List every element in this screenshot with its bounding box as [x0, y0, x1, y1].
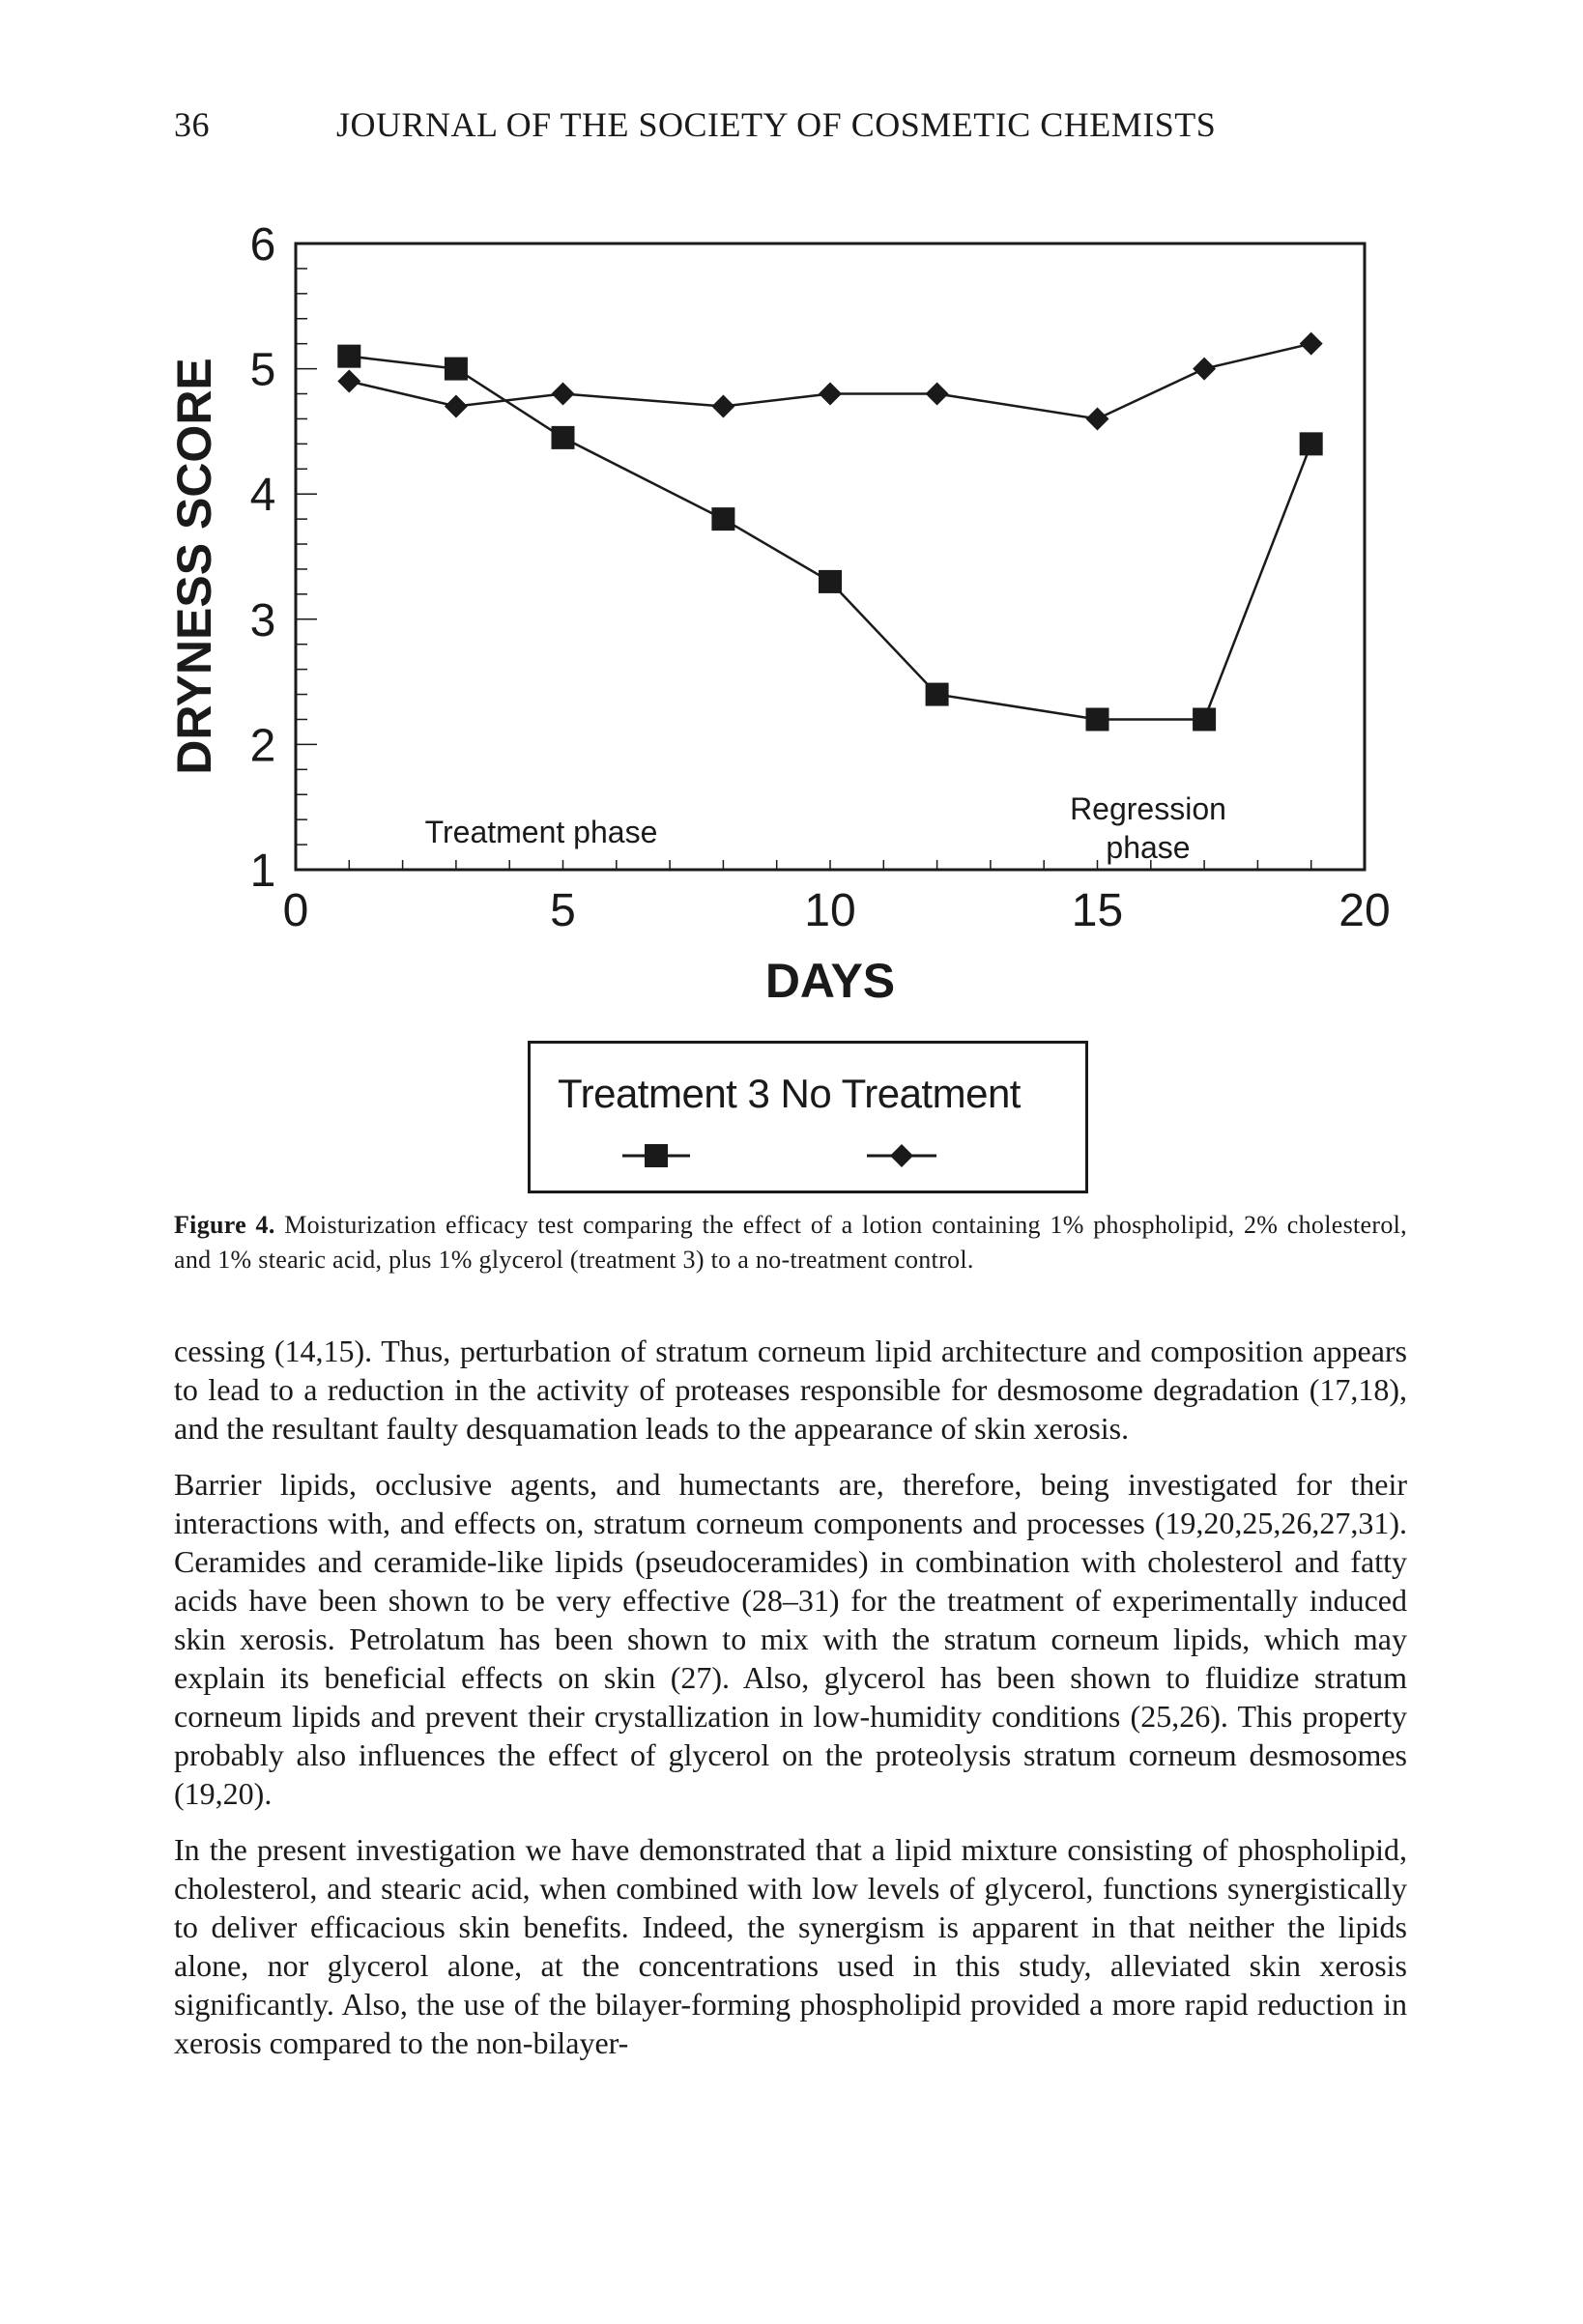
- page-number: 36: [174, 105, 210, 144]
- y-tick-label: 5: [249, 344, 276, 396]
- treatment-3-point: [926, 683, 949, 706]
- treatment-3-point: [552, 426, 575, 449]
- treatment-3-point: [711, 507, 734, 531]
- no-treatment-point: [1300, 332, 1323, 356]
- legend-treatment3-square-marker: [645, 1144, 668, 1167]
- x-tick-label: 15: [1071, 885, 1124, 936]
- no-treatment-point: [926, 383, 949, 406]
- y-tick-label: 4: [249, 470, 276, 522]
- treatment-3-point: [1193, 707, 1216, 731]
- no-treatment-point: [1086, 407, 1109, 430]
- y-tick-label: 1: [249, 846, 276, 897]
- x-tick-label: 5: [550, 885, 576, 936]
- figure-caption-text: Moisturization efficacy test comparing the effect of a lotion containing 1% phospholipid, 2% cholesterol, and 1% stearic acid, plus 1% glycerol (treatment 3) to a no-treatment control.: [174, 1211, 1407, 1274]
- treatment-3-point: [1086, 707, 1109, 731]
- treatment-3-point: [337, 345, 360, 368]
- treatment-3-point: [445, 358, 468, 381]
- figure-caption: [174, 1208, 1407, 1277]
- paragraph: Barrier lipids, occlusive agents, and humectants are, therefore, being investigated for their interactions with, and effects on, stratum corneum components and processes (19,20,25,26,27,31). Ceramides and ceramide-like lipids (pseudoceramides) in combination with cholesterol and fatty acids have been shown to be very effective (28–31) for the treatment of experimentally induced skin xerosis. Petrolatum has been shown to mix with the stratum corneum lipids, which may explain its beneficial effects on skin (27). Also, glycerol has been shown to fluidize stratum corneum lipids and prevent their crystallization in low-humidity conditions (25,26). This property probably also influences the effect of glycerol on the proteolysis stratum corneum desmosomes (19,20).: [174, 1467, 1407, 1811]
- x-tick-label: 20: [1338, 885, 1391, 936]
- treatment-phase-label: Treatment phase: [424, 815, 658, 849]
- treatment-3-point: [819, 570, 842, 593]
- y-axis-title: DRYNESS SCORE: [167, 358, 221, 775]
- x-tick-label: 0: [282, 885, 309, 936]
- chart-legend: [528, 1041, 1088, 1193]
- legend-title: Treatment 3 No Treatment: [558, 1071, 1021, 1116]
- treatment-3-point: [1300, 432, 1323, 455]
- treatment-3-series-line: [349, 357, 1310, 720]
- paragraph: In the present investigation we have demonstrated that a lipid mixture consisting of phospholipid, cholesterol, and stearic acid, when combined with low levels of glycerol, functions synergistically to deliver efficacious skin benefits. Indeed, the synergism is apparent in that neither the lipids alone, nor glycerol alone, at the concentrations used in this study, alleviated skin xerosis significantly. Also, the use of the bilayer-forming phospholipid provided a more rapid reduction in xerosis compared to the non-bilayer-: [174, 1832, 1407, 2060]
- figure-label: Figure 4.: [174, 1211, 275, 1239]
- x-axis-title: DAYS: [764, 954, 896, 1008]
- body-text: [174, 1332, 1407, 2080]
- journal-title: JOURNAL OF THE SOCIETY OF COSMETIC CHEMISTS: [336, 105, 1217, 144]
- no-treatment-point: [819, 383, 842, 406]
- regression-phase-label-line2: phase: [1106, 830, 1191, 865]
- no-treatment-series-line: [349, 344, 1310, 419]
- paragraph: cessing (14,15). Thus, perturbation of stratum corneum lipid architecture and composition appears to lead to a reduction in the activity of proteases responsible for desmosome degradation (17,18), and the resultant faulty desquamation leads to the appearance of skin xerosis.: [174, 1334, 1407, 1446]
- no-treatment-point: [711, 394, 734, 417]
- no-treatment-point: [445, 394, 468, 417]
- y-tick-label: 2: [249, 720, 276, 772]
- x-tick-label: 10: [804, 885, 856, 936]
- y-tick-label: 3: [249, 594, 276, 646]
- y-tick-label: 6: [249, 219, 276, 271]
- legend-no-treatment-diamond-marker: [890, 1144, 913, 1167]
- no-treatment-point: [1193, 358, 1216, 381]
- plot-frame: [296, 244, 1365, 870]
- regression-phase-label-line1: Regression: [1070, 791, 1226, 826]
- no-treatment-point: [337, 370, 360, 393]
- no-treatment-point: [552, 383, 575, 406]
